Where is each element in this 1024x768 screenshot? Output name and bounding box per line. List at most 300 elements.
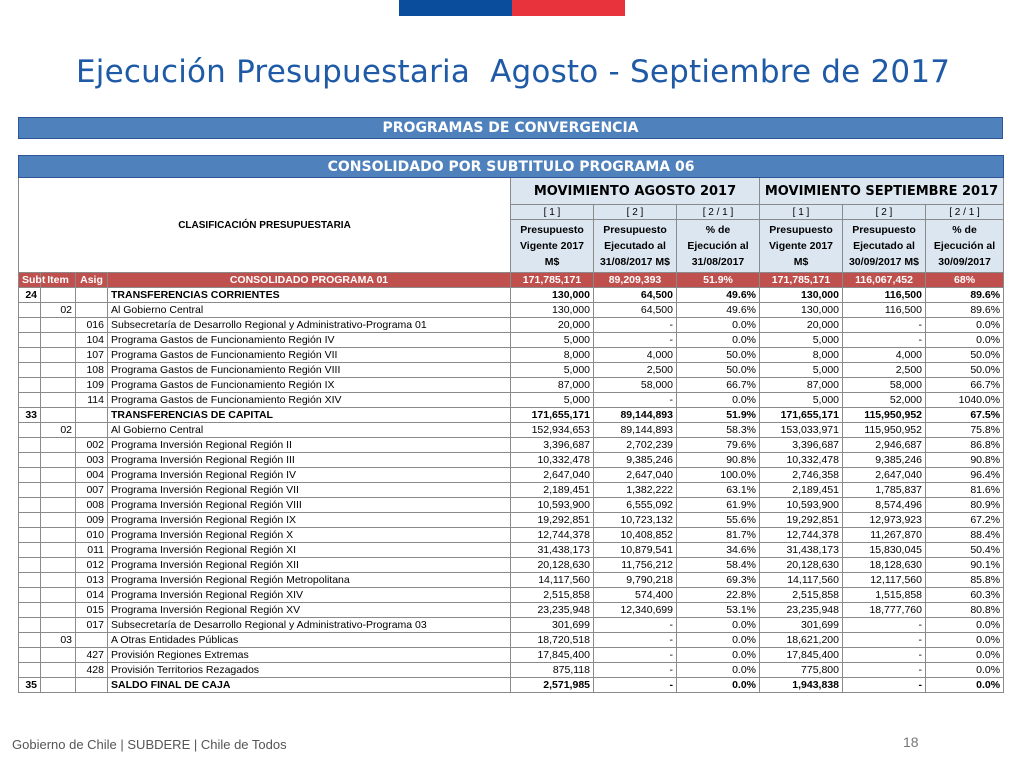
vigente-ago-cell: 20,000 [511, 318, 594, 333]
subt-cell [19, 378, 41, 393]
vigente-ago-cell: 18,720,518 [511, 633, 594, 648]
vigente-ago-cell: 5,000 [511, 363, 594, 378]
ejecutado-ago-cell: 10,879,541 [594, 543, 677, 558]
column-name-line: 31/08/2017 [691, 256, 745, 268]
pct-ago-cell: 66.7% [677, 378, 760, 393]
pct-ago-cell: 0.0% [677, 393, 760, 408]
pct-sep-cell: 75.8% [926, 423, 1004, 438]
total-ejecutado-ago: 89,209,393 [594, 273, 677, 288]
code-header: [ 2 / 1 ] [926, 205, 1004, 220]
asig-cell [76, 288, 108, 303]
column-name-line: Vigente 2017 [768, 240, 833, 252]
vigente-sep-cell: 20,128,630 [760, 558, 843, 573]
ejecutado-sep-cell: 2,500 [843, 363, 926, 378]
item-cell [41, 438, 76, 453]
subt-cell [19, 393, 41, 408]
column-name-line: M$ [793, 256, 809, 268]
item-cell [41, 573, 76, 588]
vigente-ago-cell: 12,744,378 [511, 528, 594, 543]
pct-sep-cell: 1040.0% [926, 393, 1004, 408]
ejecutado-sep-cell: 11,267,870 [843, 528, 926, 543]
column-name-line: M$ [544, 256, 560, 268]
description-cell: Subsecretaría de Desarrollo Regional y Administrativo-Programa 03 [108, 618, 511, 633]
item-cell: 02 [41, 423, 76, 438]
pct-sep-cell: 60.3% [926, 588, 1004, 603]
asig-cell [76, 633, 108, 648]
ejecutado-ago-cell: 58,000 [594, 378, 677, 393]
vigente-sep-cell: 20,000 [760, 318, 843, 333]
column-name-line: 30/09/2017 M$ [848, 256, 920, 268]
subt-cell [19, 333, 41, 348]
ejecutado-sep-cell: - [843, 318, 926, 333]
asig-cell: 427 [76, 648, 108, 663]
pct-sep-cell: 0.0% [926, 663, 1004, 678]
subt-cell [19, 618, 41, 633]
item-cell [41, 588, 76, 603]
page-number: 18 [903, 734, 919, 750]
asig-header: Asig [76, 273, 108, 288]
pct-sep-cell: 67.2% [926, 513, 1004, 528]
subt-cell [19, 453, 41, 468]
item-cell [41, 288, 76, 303]
pct-ago-cell: 61.9% [677, 498, 760, 513]
pct-ago-cell: 58.4% [677, 558, 760, 573]
pct-sep-cell: 96.4% [926, 468, 1004, 483]
subt-cell [19, 528, 41, 543]
item-cell [41, 408, 76, 423]
vigente-ago-cell: 152,934,653 [511, 423, 594, 438]
subt-cell [19, 633, 41, 648]
pct-ago-cell: 49.6% [677, 303, 760, 318]
subt-cell [19, 648, 41, 663]
ejecutado-sep-cell: 115,950,952 [843, 423, 926, 438]
column-name-line: Ejecución al [687, 240, 749, 252]
ejecutado-sep-cell: 9,385,246 [843, 453, 926, 468]
pct-ago-cell: 58.3% [677, 423, 760, 438]
pct-sep-cell: 0.0% [926, 648, 1004, 663]
pct-sep-cell: 89.6% [926, 288, 1004, 303]
description-cell: Subsecretaría de Desarrollo Regional y Administrativo-Programa 01 [108, 318, 511, 333]
pct-ago-cell: 34.6% [677, 543, 760, 558]
budget-table [18, 155, 1004, 693]
table-row [19, 573, 1004, 588]
ejecutado-ago-cell: 12,340,699 [594, 603, 677, 618]
pct-ago-cell: 22.8% [677, 588, 760, 603]
column-name-line: % de [705, 224, 731, 236]
subt-cell: 24 [19, 288, 41, 303]
vigente-sep-cell: 12,744,378 [760, 528, 843, 543]
pct-ago-cell: 0.0% [677, 318, 760, 333]
code-header: [ 2 ] [594, 205, 677, 220]
item-cell [41, 543, 76, 558]
description-cell: Programa Inversión Regional Región X [108, 528, 511, 543]
pct-ago-cell: 50.0% [677, 348, 760, 363]
pct-ago-cell: 63.1% [677, 483, 760, 498]
asig-cell: 008 [76, 498, 108, 513]
asig-cell: 014 [76, 588, 108, 603]
ejecutado-sep-cell: - [843, 648, 926, 663]
code-header: [ 1 ] [511, 205, 594, 220]
vigente-sep-cell: 3,396,687 [760, 438, 843, 453]
pct-sep-cell: 86.8% [926, 438, 1004, 453]
pct-ago-cell: 81.7% [677, 528, 760, 543]
vigente-sep-cell: 8,000 [760, 348, 843, 363]
table-row [19, 408, 1004, 423]
subt-cell [19, 663, 41, 678]
column-name-line: 30/09/2017 [938, 256, 991, 268]
table-row [19, 318, 1004, 333]
vigente-sep-cell: 171,655,171 [760, 408, 843, 423]
table-row [19, 438, 1004, 453]
vigente-ago-cell: 130,000 [511, 303, 594, 318]
pct-sep-cell: 50.0% [926, 348, 1004, 363]
table-row [19, 423, 1004, 438]
item-cell [41, 663, 76, 678]
description-cell: Al Gobierno Central [108, 303, 511, 318]
item-cell [41, 513, 76, 528]
pct-sep-cell: 89.6% [926, 303, 1004, 318]
pct-ago-cell: 0.0% [677, 618, 760, 633]
description-cell: Programa Inversión Regional Región IV [108, 468, 511, 483]
vigente-ago-cell: 17,845,400 [511, 648, 594, 663]
table-row [19, 453, 1004, 468]
vigente-sep-cell: 14,117,560 [760, 573, 843, 588]
column-name-line: Presupuesto [520, 224, 584, 236]
ejecutado-ago-cell: - [594, 678, 677, 693]
asig-cell: 004 [76, 468, 108, 483]
group-header-row [19, 178, 1004, 205]
asig-cell: 109 [76, 378, 108, 393]
subt-cell [19, 558, 41, 573]
column-name-line: % de [952, 224, 977, 236]
ejecutado-sep-cell: 8,574,496 [843, 498, 926, 513]
description-cell: Al Gobierno Central [108, 423, 511, 438]
subt-cell [19, 588, 41, 603]
item-cell [41, 603, 76, 618]
vigente-ago-cell: 3,396,687 [511, 438, 594, 453]
ejecutado-sep-cell: 2,647,040 [843, 468, 926, 483]
ejecutado-ago-cell: 6,555,092 [594, 498, 677, 513]
asig-cell [76, 303, 108, 318]
description-cell: Programa Inversión Regional Región XIV [108, 588, 511, 603]
vigente-sep-cell: 18,621,200 [760, 633, 843, 648]
subt-cell [19, 438, 41, 453]
asig-cell: 002 [76, 438, 108, 453]
ejecutado-sep-cell: 18,128,630 [843, 558, 926, 573]
asig-cell: 108 [76, 363, 108, 378]
vigente-sep-cell: 2,189,451 [760, 483, 843, 498]
pct-ago-cell: 79.6% [677, 438, 760, 453]
asig-cell [76, 423, 108, 438]
vigente-sep-cell: 130,000 [760, 288, 843, 303]
pct-ago-cell: 100.0% [677, 468, 760, 483]
flag-stripe-blue [399, 0, 512, 16]
vigente-ago-cell: 2,647,040 [511, 468, 594, 483]
asig-cell: 003 [76, 453, 108, 468]
pct-sep-cell: 81.6% [926, 483, 1004, 498]
table-row [19, 483, 1004, 498]
asig-cell: 010 [76, 528, 108, 543]
asig-cell: 017 [76, 618, 108, 633]
pct-sep-cell: 0.0% [926, 678, 1004, 693]
table-row [19, 588, 1004, 603]
item-cell [41, 318, 76, 333]
column-name-line: Ejecución al [933, 240, 996, 252]
vigente-ago-cell: 130,000 [511, 288, 594, 303]
ejecutado-ago-cell: 9,790,218 [594, 573, 677, 588]
table-row [19, 393, 1004, 408]
item-cell [41, 648, 76, 663]
vigente-ago-cell: 301,699 [511, 618, 594, 633]
total-pct-ago: 51.9% [677, 273, 760, 288]
footer-text: Gobierno de Chile | SUBDERE | Chile de Todos [12, 737, 287, 752]
vigente-ago-cell: 10,593,900 [511, 498, 594, 513]
description-cell: Programa Inversión Regional Región Metropolitana [108, 573, 511, 588]
asig-cell [76, 678, 108, 693]
item-cell [41, 453, 76, 468]
consolidated-header-row [19, 273, 1004, 288]
vigente-ago-cell: 87,000 [511, 378, 594, 393]
column-name-line: Presupuesto [769, 224, 833, 236]
asig-cell: 015 [76, 603, 108, 618]
ejecutado-ago-cell: - [594, 633, 677, 648]
column-name-line: Ejecutado al [853, 240, 915, 252]
asig-cell: 016 [76, 318, 108, 333]
description-cell: Programa Gastos de Funcionamiento Región IX [108, 378, 511, 393]
clasificacion-header: CLASIFICACIÓN PRESUPUESTARIA [19, 178, 511, 273]
subt-cell [19, 513, 41, 528]
description-cell: Programa Gastos de Funcionamiento Región IV [108, 333, 511, 348]
total-ejecutado-sep: 116,067,452 [843, 273, 926, 288]
ejecutado-ago-cell: - [594, 393, 677, 408]
ejecutado-sep-cell: 12,117,560 [843, 573, 926, 588]
subt-cell [19, 603, 41, 618]
description-cell: Programa Inversión Regional Región XI [108, 543, 511, 558]
table-row [19, 363, 1004, 378]
description-cell: TRANSFERENCIAS CORRIENTES [108, 288, 511, 303]
description-cell: TRANSFERENCIAS DE CAPITAL [108, 408, 511, 423]
pct-ago-cell: 0.0% [677, 663, 760, 678]
description-cell: Programa Gastos de Funcionamiento Región VIII [108, 363, 511, 378]
subt-cell [19, 318, 41, 333]
vigente-sep-cell: 5,000 [760, 393, 843, 408]
subt-cell [19, 468, 41, 483]
subt-cell [19, 423, 41, 438]
vigente-sep-cell: 301,699 [760, 618, 843, 633]
pct-sep-cell: 66.7% [926, 378, 1004, 393]
column-name-header [926, 220, 1004, 273]
ejecutado-sep-cell: 2,946,687 [843, 438, 926, 453]
asig-cell: 013 [76, 573, 108, 588]
ejecutado-sep-cell: - [843, 678, 926, 693]
table-row [19, 603, 1004, 618]
description-cell: Programa Inversión Regional Región III [108, 453, 511, 468]
ejecutado-sep-cell: - [843, 663, 926, 678]
code-header: [ 1 ] [760, 205, 843, 220]
ejecutado-sep-cell: 58,000 [843, 378, 926, 393]
pct-sep-cell: 67.5% [926, 408, 1004, 423]
table-row [19, 288, 1004, 303]
description-cell: SALDO FINAL DE CAJA [108, 678, 511, 693]
table-row [19, 498, 1004, 513]
description-cell: Programa Inversión Regional Región VIII [108, 498, 511, 513]
subt-header: Subt [19, 273, 41, 288]
asig-cell: 107 [76, 348, 108, 363]
code-header: [ 2 / 1 ] [677, 205, 760, 220]
pct-sep-cell: 90.1% [926, 558, 1004, 573]
pct-ago-cell: 0.0% [677, 648, 760, 663]
ejecutado-sep-cell: 52,000 [843, 393, 926, 408]
ejecutado-sep-cell: 116,500 [843, 303, 926, 318]
asig-cell: 428 [76, 663, 108, 678]
ejecutado-sep-cell: 1,785,837 [843, 483, 926, 498]
vigente-sep-cell: 5,000 [760, 363, 843, 378]
item-cell [41, 483, 76, 498]
vigente-ago-cell: 5,000 [511, 333, 594, 348]
table-row [19, 543, 1004, 558]
column-name-header [760, 220, 843, 273]
ejecutado-sep-cell: 15,830,045 [843, 543, 926, 558]
pct-ago-cell: 69.3% [677, 573, 760, 588]
vigente-ago-cell: 14,117,560 [511, 573, 594, 588]
vigente-sep-cell: 19,292,851 [760, 513, 843, 528]
vigente-ago-cell: 10,332,478 [511, 453, 594, 468]
pct-sep-cell: 88.4% [926, 528, 1004, 543]
ejecutado-sep-cell: 18,777,760 [843, 603, 926, 618]
ejecutado-sep-cell: 4,000 [843, 348, 926, 363]
vigente-ago-cell: 2,189,451 [511, 483, 594, 498]
item-cell [41, 498, 76, 513]
pct-ago-cell: 49.6% [677, 288, 760, 303]
agosto-group-header: MOVIMIENTO AGOSTO 2017 [511, 178, 760, 205]
total-pct-sep: 68% [926, 273, 1004, 288]
item-cell [41, 468, 76, 483]
vigente-sep-cell: 2,746,358 [760, 468, 843, 483]
item-header: Item [41, 273, 76, 288]
item-cell [41, 558, 76, 573]
description-cell: Programa Inversión Regional Región II [108, 438, 511, 453]
subt-cell: 33 [19, 408, 41, 423]
table-row [19, 528, 1004, 543]
ejecutado-ago-cell: - [594, 618, 677, 633]
ejecutado-sep-cell: - [843, 633, 926, 648]
vigente-sep-cell: 130,000 [760, 303, 843, 318]
table-row [19, 678, 1004, 693]
ejecutado-sep-cell: - [843, 333, 926, 348]
slide-title: Ejecución Presupuestaria Agosto - Septiembre de 2017 [76, 54, 951, 90]
pct-sep-cell: 90.8% [926, 453, 1004, 468]
vigente-sep-cell: 775,800 [760, 663, 843, 678]
pct-sep-cell: 50.4% [926, 543, 1004, 558]
ejecutado-ago-cell: 2,500 [594, 363, 677, 378]
vigente-sep-cell: 2,515,858 [760, 588, 843, 603]
column-name-header [511, 220, 594, 273]
asig-cell: 007 [76, 483, 108, 498]
table-row [19, 303, 1004, 318]
item-cell [41, 333, 76, 348]
subt-cell [19, 483, 41, 498]
ejecutado-ago-cell: 4,000 [594, 348, 677, 363]
ejecutado-sep-cell: 116,500 [843, 288, 926, 303]
pct-sep-cell: 0.0% [926, 333, 1004, 348]
asig-cell [76, 408, 108, 423]
table-row [19, 468, 1004, 483]
pct-ago-cell: 51.9% [677, 408, 760, 423]
ejecutado-sep-cell: 115,950,952 [843, 408, 926, 423]
item-cell [41, 393, 76, 408]
item-cell [41, 363, 76, 378]
septiembre-group-header: MOVIMIENTO SEPTIEMBRE 2017 [760, 178, 1004, 205]
code-header: [ 2 ] [843, 205, 926, 220]
asig-cell: 011 [76, 543, 108, 558]
description-cell: Programa Inversión Regional Región XII [108, 558, 511, 573]
vigente-sep-cell: 1,943,838 [760, 678, 843, 693]
pct-sep-cell: 80.9% [926, 498, 1004, 513]
pct-ago-cell: 0.0% [677, 633, 760, 648]
ejecutado-ago-cell: 2,702,239 [594, 438, 677, 453]
description-cell: Provisión Regiones Extremas [108, 648, 511, 663]
pct-ago-cell: 55.6% [677, 513, 760, 528]
item-cell [41, 378, 76, 393]
table-row [19, 378, 1004, 393]
ejecutado-ago-cell: 9,385,246 [594, 453, 677, 468]
ejecutado-ago-cell: 10,408,852 [594, 528, 677, 543]
vigente-sep-cell: 10,593,900 [760, 498, 843, 513]
vigente-ago-cell: 5,000 [511, 393, 594, 408]
vigente-sep-cell: 153,033,971 [760, 423, 843, 438]
vigente-sep-cell: 5,000 [760, 333, 843, 348]
consolidado-header: CONSOLIDADO PROGRAMA 01 [108, 273, 511, 288]
table-row [19, 333, 1004, 348]
table-row [19, 633, 1004, 648]
table-row [19, 663, 1004, 678]
column-name-header [843, 220, 926, 273]
column-name-line: Vigente 2017 [519, 240, 584, 252]
description-cell: Programa Inversión Regional Región XV [108, 603, 511, 618]
subt-cell [19, 363, 41, 378]
column-name-line: Ejecutado al [604, 240, 666, 252]
pct-sep-cell: 80.8% [926, 603, 1004, 618]
ejecutado-ago-cell: 64,500 [594, 288, 677, 303]
column-name-line: 31/08/2017 M$ [599, 256, 671, 268]
asig-cell: 012 [76, 558, 108, 573]
table-caption-row [19, 156, 1004, 178]
item-cell [41, 678, 76, 693]
ejecutado-sep-cell: 12,973,923 [843, 513, 926, 528]
vigente-sep-cell: 23,235,948 [760, 603, 843, 618]
vigente-ago-cell: 875,118 [511, 663, 594, 678]
subt-cell [19, 573, 41, 588]
total-vigente-ago: 171,785,171 [511, 273, 594, 288]
ejecutado-sep-cell: - [843, 618, 926, 633]
table-row [19, 558, 1004, 573]
ejecutado-ago-cell: 11,756,212 [594, 558, 677, 573]
description-cell: Provisión Territorios Rezagados [108, 663, 511, 678]
pct-sep-cell: 50.0% [926, 363, 1004, 378]
vigente-ago-cell: 2,515,858 [511, 588, 594, 603]
item-cell: 02 [41, 303, 76, 318]
description-cell: Programa Inversión Regional Región IX [108, 513, 511, 528]
item-cell [41, 348, 76, 363]
pct-sep-cell: 0.0% [926, 318, 1004, 333]
description-cell: A Otras Entidades Públicas [108, 633, 511, 648]
description-cell: Programa Gastos de Funcionamiento Región VII [108, 348, 511, 363]
flag-stripe-red [512, 0, 625, 16]
section-banner: PROGRAMAS DE CONVERGENCIA [18, 117, 1003, 139]
vigente-sep-cell: 31,438,173 [760, 543, 843, 558]
column-name-line: Presupuesto [852, 224, 916, 236]
ejecutado-ago-cell: 2,647,040 [594, 468, 677, 483]
